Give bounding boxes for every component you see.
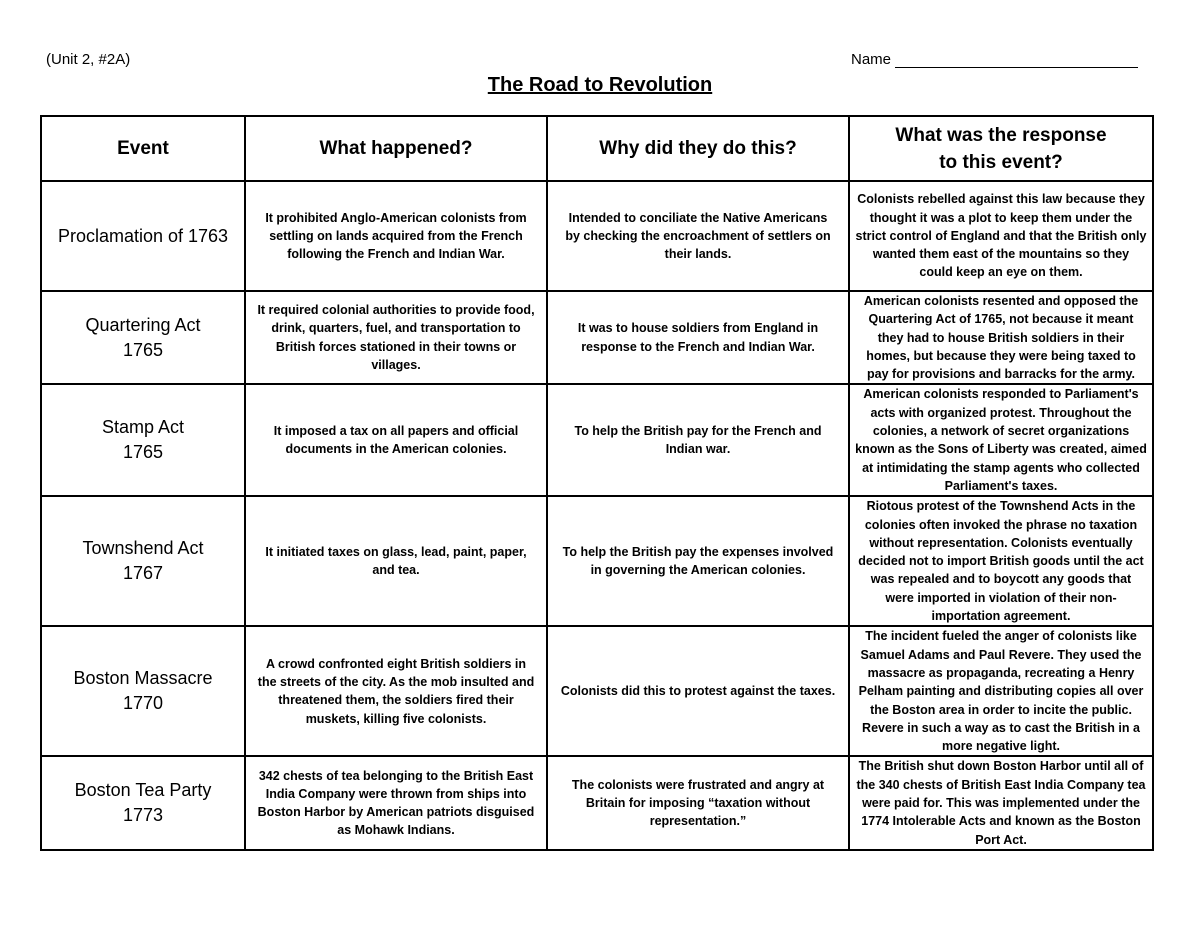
event-year: 1765 <box>122 339 164 360</box>
event-cell <box>41 626 245 756</box>
what-happened-cell: 342 chests of tea belonging to the British East India Company were thrown from ships into Boston Harbor by American patriots disguised as Mohawk Indians. <box>245 756 547 849</box>
event-name: Stamp Act <box>101 417 185 438</box>
why-cell: Intended to conciliate the Native Americans by checking the encroachment of settlers on their lands. <box>547 181 849 291</box>
why-cell: To help the British pay for the French and Indian war. <box>547 384 849 496</box>
response-cell: Riotous protest of the Townshend Acts in the colonies often invoked the phrase no taxation without representation. Colonists eventually decided not to import British goods until the act was repealed and to boycott any goods that were imported in violation of their non-importation agreement. <box>849 496 1153 626</box>
event-year: 1773 <box>122 805 164 826</box>
column-header-response-text: What was the response to this event? <box>895 124 1107 173</box>
name-blank-line <box>895 52 1138 68</box>
event-cell <box>41 384 245 496</box>
table-row <box>41 384 1153 496</box>
what-happened-cell: It initiated taxes on glass, lead, paint, paper, and tea. <box>245 496 547 626</box>
event-name: Townshend Act <box>82 538 204 559</box>
column-header-response <box>849 116 1153 181</box>
table-row <box>41 756 1153 849</box>
why-cell: Colonists did this to protest against the taxes. <box>547 626 849 756</box>
column-header-event: Event <box>41 116 245 181</box>
response-cell: American colonists resented and opposed the Quartering Act of 1765, not because it meant they had to house British soldiers in their homes, but because they were being taxed to pay for provisions and barracks for the army. <box>849 291 1153 384</box>
table-row <box>41 291 1153 384</box>
event-name: Proclamation of 1763 <box>57 225 229 246</box>
revolution-table <box>40 115 1154 851</box>
event-cell <box>41 496 245 626</box>
event-year: 1767 <box>122 563 164 584</box>
why-cell: To help the British pay the expenses involved in governing the American colonies. <box>547 496 849 626</box>
event-year: 1765 <box>122 442 164 463</box>
page-title: The Road to Revolution <box>487 74 713 96</box>
event-cell <box>41 181 245 291</box>
table-row <box>41 496 1153 626</box>
name-label: Name <box>851 51 892 68</box>
unit-label: (Unit 2, #2A) <box>46 51 131 68</box>
header-row <box>41 116 1153 181</box>
table-row <box>41 181 1153 291</box>
response-cell: The incident fueled the anger of colonists like Samuel Adams and Paul Revere. They used the massacre as propaganda, recreating a Henry Pelham painting and distributing copies all over the Boston area in order to incite the public. Revere in such a way as to cast the British in a more negative light. <box>849 626 1153 756</box>
event-cell <box>41 291 245 384</box>
response-cell: American colonists responded to Parliament's acts with organized protest. Throughout the colonies, a network of secret organizations known as the Sons of Liberty was created, aimed at intimidating the stamp agents who collected Parliament's taxes. <box>849 384 1153 496</box>
response-cell: The British shut down Boston Harbor until all of the 340 chests of British East India Company tea were paid for. This was implemented under the 1774 Intolerable Acts and known as the Boston Port Act. <box>849 756 1153 849</box>
event-name: Boston Tea Party <box>74 780 212 801</box>
what-happened-cell: A crowd confronted eight British soldiers in the streets of the city. As the mob insulted and threatened them, the soldiers fired their muskets, killing five colonists. <box>245 626 547 756</box>
what-happened-cell: It prohibited Anglo-American colonists from settling on lands acquired from the French following the French and Indian War. <box>245 181 547 291</box>
why-cell: The colonists were frustrated and angry at Britain for imposing “taxation without representation.” <box>547 756 849 849</box>
event-cell <box>41 756 245 849</box>
event-year: 1770 <box>122 693 164 714</box>
event-name: Quartering Act <box>85 314 201 335</box>
event-name: Boston Massacre <box>73 668 213 689</box>
response-cell: Colonists rebelled against this law because they thought it was a plot to keep them under the strict control of England and that the British only wanted them east of the mountains so they could keep an eye on them. <box>849 181 1153 291</box>
table-row <box>41 626 1153 756</box>
what-happened-cell: It imposed a tax on all papers and official documents in the American colonies. <box>245 384 547 496</box>
column-header-why: Why did they do this? <box>547 116 849 181</box>
why-cell: It was to house soldiers from England in response to the French and Indian War. <box>547 291 849 384</box>
what-happened-cell: It required colonial authorities to provide food, drink, quarters, fuel, and transportation to British forces stationed in their towns or villages. <box>245 291 547 384</box>
column-header-what-happened: What happened? <box>245 116 547 181</box>
name-field <box>851 51 1138 68</box>
